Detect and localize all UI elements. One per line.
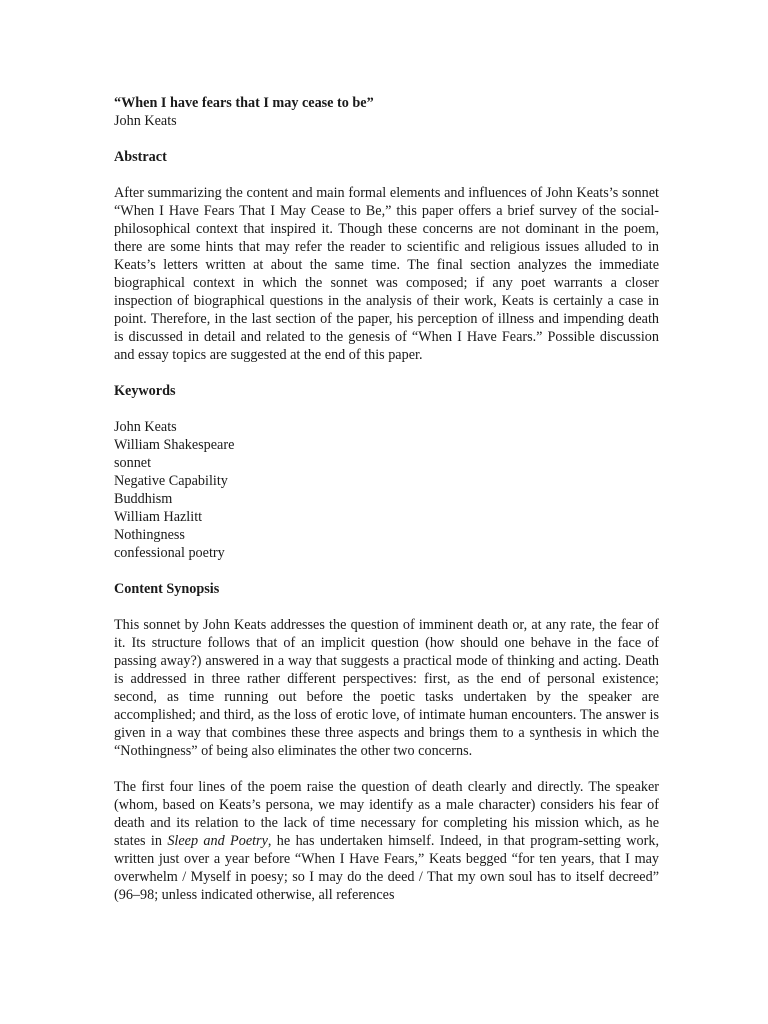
keyword-item: Negative Capability (114, 473, 228, 489)
synopsis-heading: Content Synopsis (114, 581, 220, 597)
abstract-text: After summarizing the content and main formal elements and influences of John Keats’s sonnet “When I Have Fears That I May Cease to Be,” this paper offers a brief survey of the social-philosophical context that inspired it. Though these concerns are not dominant in the poem, there are some hints that may refer the reader to scientific and religious issues alluded to in Keats’s letters written at about the same time. The final section analyzes the immediate biographical context in which the sonnet was composed; if any poet warrants a closer inspection of biographical questions in the analysis of their work, Keats is certainly a case in point. Therefore, in the last section of the paper, his perception of illness and impending death is discussed in detail and related to the genesis of “When I Have Fears.” Possible discussion and essay topics are suggested at the end of this paper. (114, 185, 659, 363)
abstract-heading: Abstract (114, 149, 167, 165)
sleep-and-poetry-title: Sleep and Poetry (167, 833, 268, 849)
synopsis-paragraph-2 (114, 778, 659, 904)
synopsis-paragraph-2-start: The first four lines of the poem raise the question of death clearly and directly. The speaker (whom, based on Keats’s persona, we may identify as a male character) considers his fear of death and its relation to the lack of time necessary for completing his mission which, as he states in (114, 779, 659, 849)
keyword-item: sonnet (114, 455, 152, 471)
keywords-heading: Keywords (114, 383, 176, 399)
document-title: “When I have fears that I may cease to be” (114, 95, 374, 111)
synopsis-paragraph-1: This sonnet by John Keats addresses the question of imminent death or, at any rate, the fear of it. Its structure follows that of an implicit question (how should one behave in the face of passing away?) answered in a way that suggests a practical mode of thinking and acting. Death is addressed in three rather different perspectives: first, as the end of personal existence; second, as time running out before the poetic tasks undertaken by the speaker are accomplished; and third, as the loss of erotic love, of intimate human encounters. The answer is given in a way that combines these three aspects and brings them to a synthesis in which the “Nothingness” of being also eliminates the other two concerns. (114, 617, 659, 759)
keyword-item: William Hazlitt (114, 509, 203, 525)
keyword-item: Nothingness (114, 527, 185, 543)
keyword-item: Buddhism (114, 491, 173, 507)
keyword-item: confessional poetry (114, 545, 225, 561)
document-page (114, 94, 659, 904)
keyword-item: John Keats (114, 419, 177, 435)
document-author: John Keats (114, 113, 177, 129)
synopsis-paragraph-2-end: , he has undertaken himself. Indeed, in that program-setting work, written just over a year before “When I Have Fears,” Keats begged “for ten years, that I may overwhelm / Myself in poesy; so I may do the deed / That my own soul has to itself decreed” (96–98; unless indicated otherwise, all references (114, 833, 660, 903)
keyword-item: William Shakespeare (114, 437, 235, 453)
keywords-list (114, 418, 659, 562)
